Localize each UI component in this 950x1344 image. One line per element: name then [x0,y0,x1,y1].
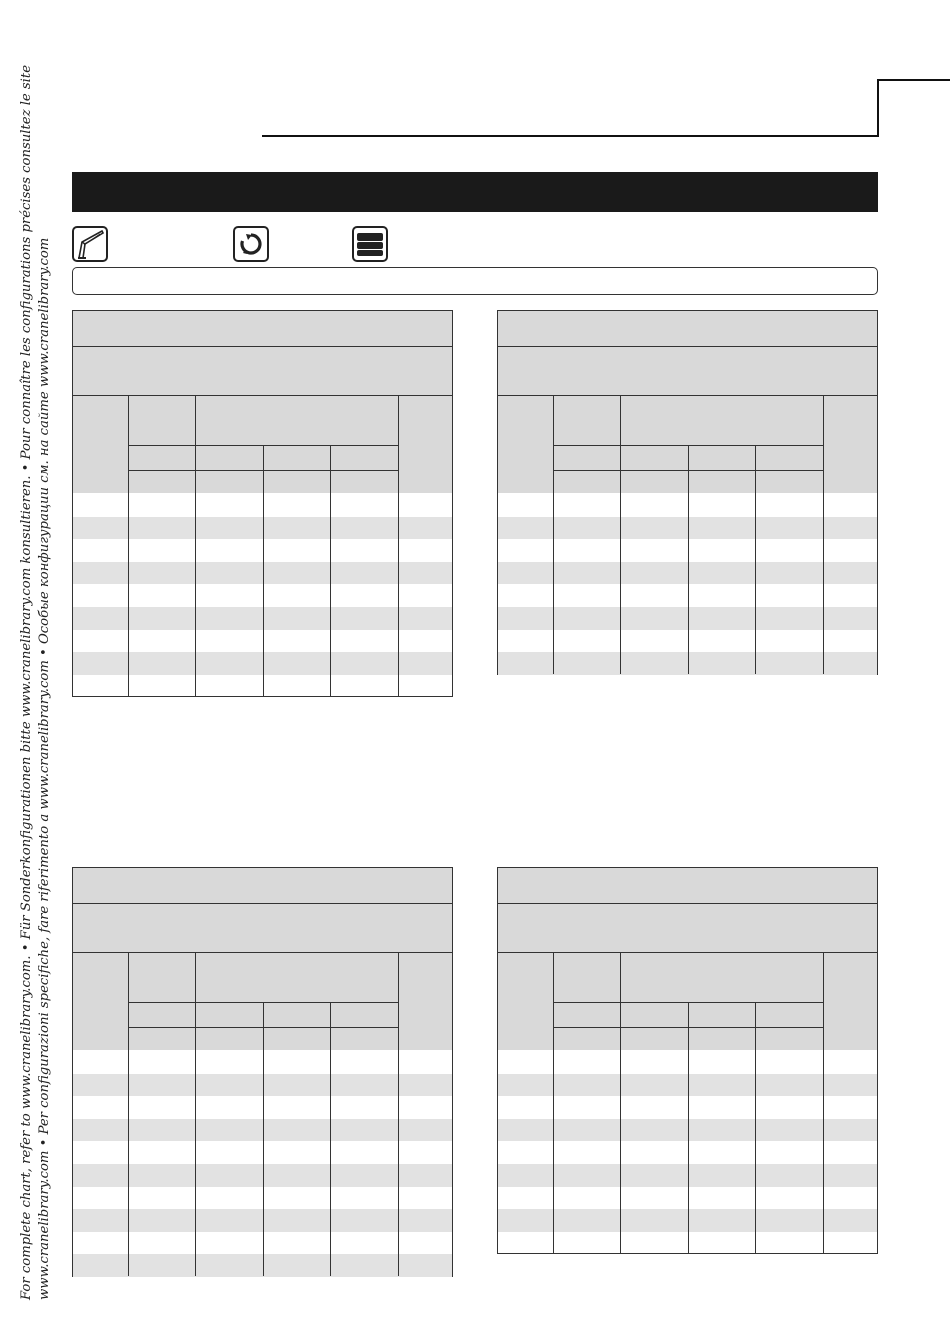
header-divider [498,903,877,904]
footnote-line-1: For complete chart, refer to www.cranelibrary.com. • Für Sonderkonfigurationen bitte www.cranelibrary.com konsultieren. • Pour connaître les configurations précises consultez le site [19,64,34,1300]
column-divider [128,396,129,696]
load-chart-table [72,310,453,697]
column-divider [195,953,196,1276]
chart-subtitle-band [498,347,877,395]
chart-title-band [498,311,877,346]
header-divider [73,346,452,347]
header-divider [498,395,877,396]
boom-icon [72,226,108,262]
counterweight-icon [352,226,388,262]
header-divider [73,903,452,904]
page-tab-corner [877,79,879,137]
chart-title-band [73,868,452,903]
column-divider [688,1002,689,1253]
column-divider [620,953,621,1253]
column-divider [398,396,399,696]
column-divider [553,396,554,674]
rotation-360-icon [233,226,269,262]
chart-title-band [73,311,452,346]
chart-subtitle-band [498,904,877,952]
page-tab-corner-top [877,79,950,81]
header-divider [73,395,452,396]
column-divider [398,953,399,1276]
column-divider [128,953,129,1276]
footnote-line-2: www.cranelibrary.com • Per configurazioni specifiche, fare riferimento a www.cranelibrary.com • Особые конфигурации см. на сайте www.cranelibrary.com [37,237,52,1300]
header-divider [498,346,877,347]
column-divider [823,953,824,1253]
chart-subtitle-band [73,904,452,952]
section-title-bar [72,172,878,212]
side-footnote [18,64,54,1300]
column-divider [823,396,824,674]
header-divider [73,952,452,953]
column-divider [620,396,621,674]
column-divider [330,1002,331,1276]
load-chart-table [497,310,878,675]
header-rule [262,135,879,137]
column-divider [263,1002,264,1276]
load-chart-table [497,867,878,1254]
column-divider [263,445,264,696]
load-chart-table [72,867,453,1277]
chart-subtitle-band [73,347,452,395]
column-divider [755,1002,756,1253]
column-divider [755,445,756,674]
header-divider [498,952,877,953]
column-divider [330,445,331,696]
chart-title-band [498,868,877,903]
column-divider [195,396,196,696]
notes-box [72,267,878,295]
column-divider [688,445,689,674]
column-divider [553,953,554,1253]
